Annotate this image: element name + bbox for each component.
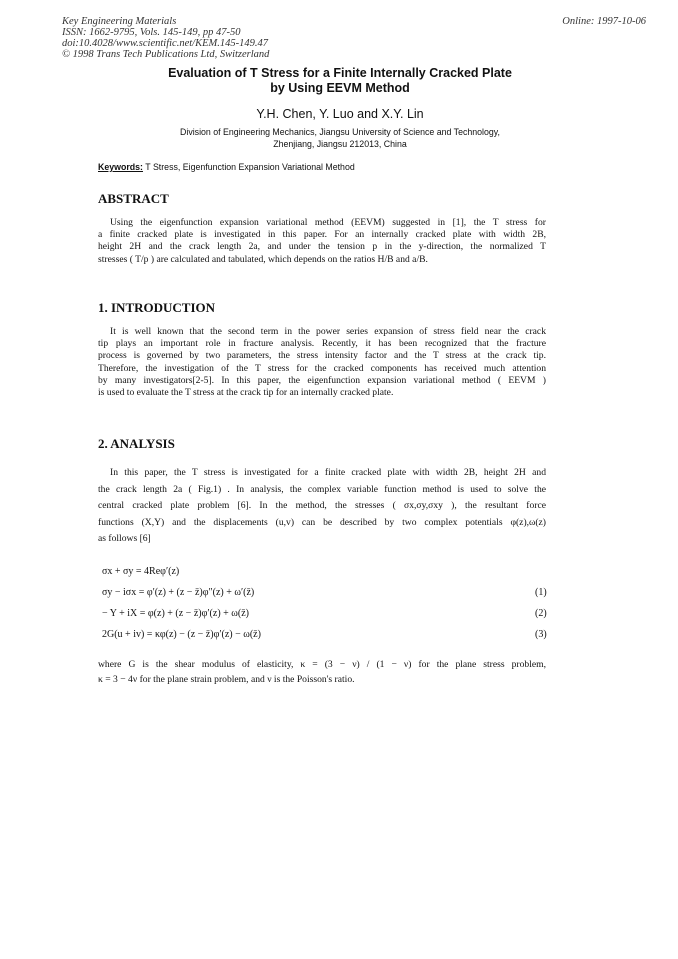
intro-line: by many investigators[2-5]. In this paper, the eigenfunction expansion variational method ( EEVM ) — [98, 374, 546, 386]
intro-line: is used to evaluate the T stress at the crack tip for an internally cracked plate. — [98, 387, 394, 399]
paper-title — [90, 66, 590, 96]
journal-name: Key Engineering Materials — [62, 16, 177, 27]
keywords-label: Keywords: — [98, 162, 143, 172]
analysis-heading: 2. ANALYSIS — [98, 436, 175, 451]
abstract-heading: ABSTRACT — [98, 191, 169, 206]
analysis-after-line: κ = 3 − 4ν for the plane strain problem, and ν is the Poisson's ratio. — [98, 674, 355, 685]
analysis-paragraph — [98, 465, 546, 548]
intro-line: process is governed by two parameters, the stress intensity factor and the T stress at the crack tip. — [98, 350, 546, 362]
analysis-line: the crack length 2a ( Fig.1) . In analysis, the complex variable function method is used to solve the — [98, 483, 546, 495]
equation-3: 2G(u + iv) = κφ(z) − (z − z̄)φ′(z) − ω(z̄) — [102, 629, 261, 640]
intro-line: Therefore, the investigation of the T stress for the cracked components has received much attention — [98, 362, 546, 374]
analysis-line: central cracked plate problem [6]. In the method, the stresses ( σx,σy,σxy ), the resultant force — [98, 500, 546, 511]
keywords — [98, 162, 355, 172]
equation-number-1: (1) — [535, 587, 547, 598]
equation-number-3: (3) — [535, 629, 547, 640]
equation-2: − Y + iX = φ(z) + (z − z̄)φ′(z) + ω(z̄) — [102, 608, 249, 619]
title-line-1: Evaluation of T Stress for a Finite Internally Cracked Plate — [168, 66, 512, 80]
analysis-line: In this paper, the T stress is investigated for a finite cracked plate with width 2B, height 2H and — [110, 467, 546, 478]
intro-line: It is well known that the second term in the power series expansion of stress field near the crack — [110, 326, 546, 337]
journal-meta — [62, 16, 269, 60]
equation-sum: σx + σy = 4Reφ′(z) — [102, 566, 180, 577]
issn-line: ISSN: 1662-9795, Vols. 145-149, pp 47-50 — [62, 27, 241, 38]
introduction-heading: 1. INTRODUCTION — [98, 300, 216, 315]
analysis-after-line: where G is the shear modulus of elasticity, κ = (3 − ν) / (1 − ν) for the plane stress problem, — [98, 659, 546, 670]
introduction-paragraph — [98, 326, 546, 399]
doi-line[interactable]: doi:10.4028/www.scientific.net/KEM.145-149.47 — [62, 38, 268, 49]
intro-line: tip plays an important role in fracture analysis. Recently, it has been recognized that the fracture — [98, 338, 546, 350]
affiliation-line-2: Zhenjiang, Jiangsu 212013, China — [273, 138, 407, 149]
abstract-line: height 2H and the crack length 2a, and under the tension p in the y-direction, the normalized T — [98, 241, 546, 253]
affiliation-line-1: Division of Engineering Mechanics, Jiangsu University of Science and Technology, — [180, 127, 500, 137]
equation-1: σy − iσx = φ′(z) + (z − z̄)φ″(z) + ω′(z̄) — [102, 587, 255, 598]
keywords-text: T Stress, Eigenfunction Expansion Variational Method — [145, 162, 355, 172]
title-line-2: by Using EEVM Method — [270, 81, 410, 95]
online-date: Online: 1997-10-06 — [562, 16, 646, 27]
analysis-after-paragraph — [98, 657, 546, 687]
authors: Y.H. Chen, Y. Luo and X.Y. Lin — [256, 107, 424, 121]
analysis-line: as follows [6] — [98, 533, 151, 544]
equation-number-2: (2) — [535, 608, 547, 619]
affiliation — [90, 127, 590, 150]
abstract-line: stresses ( T/p ) are calculated and tabulated, which depends on the ratios H/B and a/B. — [98, 253, 428, 265]
abstract-line: Using the eigenfunction expansion variational method (EEVM) suggested in [1], the T stress for — [110, 217, 546, 228]
copyright-line: © 1998 Trans Tech Publications Ltd, Switzerland — [62, 49, 270, 60]
abstract-paragraph — [98, 217, 546, 266]
analysis-line: functions (X,Y) and the displacements (u,v) can be described by two complex potentials φ(z),ω(z) — [98, 516, 546, 528]
abstract-line: a finite cracked plate is investigated in this paper. For an internally cracked plate with width 2B, — [98, 229, 546, 241]
